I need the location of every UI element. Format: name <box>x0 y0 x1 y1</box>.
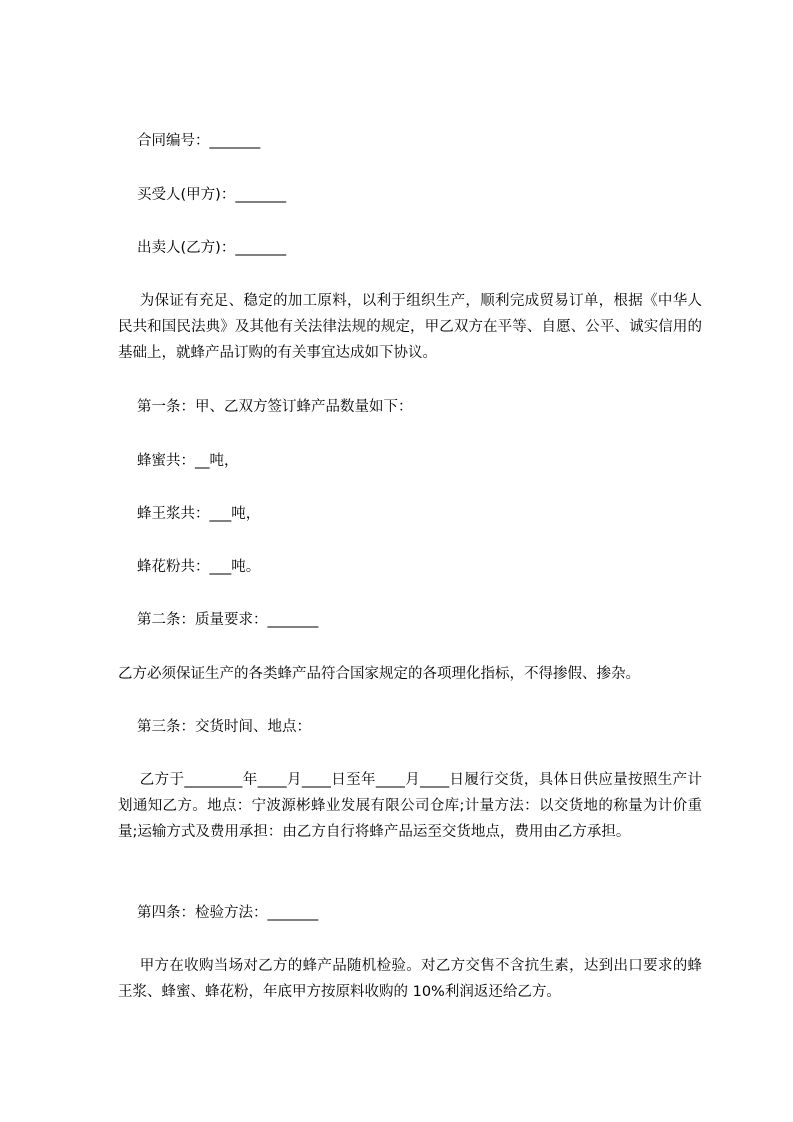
seller-line: 出卖人(乙方)：_______ <box>137 240 287 256</box>
article1-item-honey: 蜂蜜共：__吨， <box>137 453 239 469</box>
article2-title: 第二条：质量要求：_______ <box>137 612 319 628</box>
article1-item-royal-jelly: 蜂王浆共：___吨， <box>137 506 261 522</box>
article4-body: 甲方在收购当场对乙方的蜂产品随机检验。对乙方交售不含抗生素，达到出口要求的蜂王浆、蜂蜜、蜂花粉，年底甲方按原料收购的 10%利润返还给乙方。 <box>118 958 702 1000</box>
contract-number: 合同编号：_______ <box>137 133 261 149</box>
article3-body: 乙方于________年____月____日至年____月____日履行交货，具体日供应量按照生产计划通知乙方。地点：宁波源彬蜂业发展有限公司仓库;计量方法：以交货地的称量为计价重量;运输方式及费用承担：由乙方自行将蜂产品运至交货地点，费用由乙方承担。 <box>118 772 702 840</box>
buyer-line: 买受人(甲方)：_______ <box>137 187 287 203</box>
article2-body: 乙方必须保证生产的各类蜂产品符合国家规定的各项理化指标，不得掺假、掺杂。 <box>118 666 640 682</box>
article3-title: 第三条：交货时间、地点： <box>137 719 311 735</box>
preamble-paragraph: 为保证有充足、稳定的加工原料，以利于组织生产，顺利完成贸易订单，根据《中华人民共和国民法典》及其他有关法律法规的规定，甲乙双方在平等、自愿、公平、诚实信用的基础上，就蜂产品订购的有关事宜达成如下协议。 <box>118 293 702 361</box>
article1-item-pollen: 蜂花粉共：___吨。 <box>137 559 261 575</box>
article1-title: 第一条：甲、乙双方签订蜂产品数量如下： <box>137 399 413 415</box>
article4-title: 第四条：检验方法：_______ <box>137 905 319 921</box>
